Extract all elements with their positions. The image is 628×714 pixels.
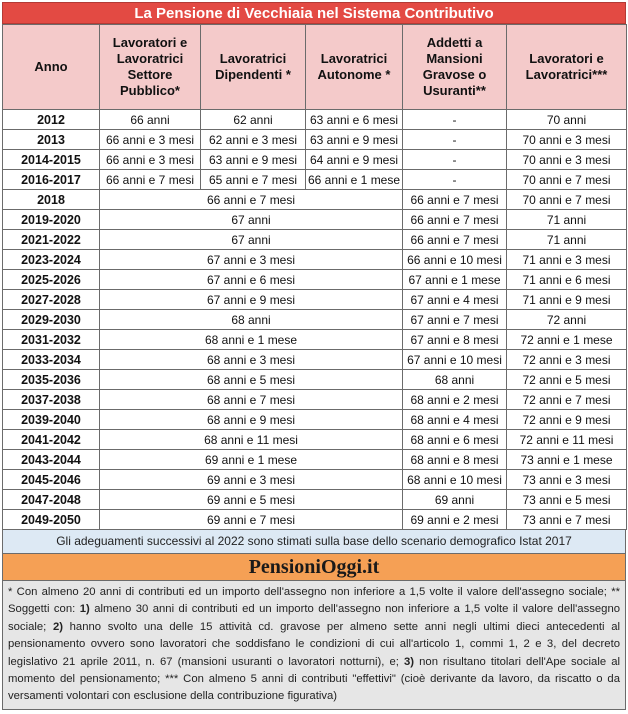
year-cell: 2014-2015 [3, 150, 100, 170]
contributivo-cell: 71 anni e 6 mesi [507, 270, 627, 290]
settore-pubblico-cell: 66 anni e 7 mesi [100, 170, 201, 190]
year-cell: 2035-2036 [3, 370, 100, 390]
contributivo-cell: 70 anni e 3 mesi [507, 150, 627, 170]
table-row [3, 490, 627, 510]
general-age-cell: 68 anni e 11 mesi [100, 430, 403, 450]
gravose-cell: 67 anni e 4 mesi [403, 290, 507, 310]
table-row [3, 450, 627, 470]
year-cell: 2016-2017 [3, 170, 100, 190]
gravose-cell: 67 anni e 8 mesi [403, 330, 507, 350]
contributivo-cell: 70 anni [507, 110, 627, 130]
table-row [3, 350, 627, 370]
year-cell: 2033-2034 [3, 350, 100, 370]
year-cell: 2039-2040 [3, 410, 100, 430]
settore-pubblico-cell: 66 anni e 3 mesi [100, 150, 201, 170]
header-anno: Anno [3, 25, 100, 110]
gravose-cell: - [403, 110, 507, 130]
table-title: La Pensione di Vecchiaia nel Sistema Contributivo [2, 2, 626, 24]
general-age-cell: 68 anni e 1 mese [100, 330, 403, 350]
table-row [3, 170, 627, 190]
general-age-cell: 69 anni e 5 mesi [100, 490, 403, 510]
gravose-cell: - [403, 130, 507, 150]
general-age-cell: 68 anni e 9 mesi [100, 410, 403, 430]
footnote-marker-2: 2) [52, 620, 63, 633]
table-row [3, 330, 627, 350]
year-cell: 2049-2050 [3, 510, 100, 530]
contributivo-cell: 73 anni e 1 mese [507, 450, 627, 470]
year-cell: 2012 [3, 110, 100, 130]
table-row [3, 470, 627, 490]
table-row [3, 150, 627, 170]
table-row [3, 210, 627, 230]
footnote-part-1: * Con almeno 20 anni di contributi ed un importo dell'assegno non inferiore a 1,5 volte il valore dell'assegno sociale; ** Soggetti con: [8, 586, 620, 616]
gravose-cell: - [403, 170, 507, 190]
gravose-cell: 69 anni [403, 490, 507, 510]
brand-logo-text: PensioniOggi.it [2, 554, 626, 581]
footnote-marker-3: 3) [404, 655, 415, 668]
general-age-cell: 66 anni e 7 mesi [100, 190, 403, 210]
table-row [3, 430, 627, 450]
contributivo-cell: 72 anni e 9 mesi [507, 410, 627, 430]
table-row [3, 230, 627, 250]
contributivo-cell: 70 anni e 7 mesi [507, 190, 627, 210]
year-cell: 2043-2044 [3, 450, 100, 470]
header-settore-pubblico: Lavoratori e Lavoratrici Settore Pubblico* [100, 25, 201, 110]
pension-age-table [2, 24, 627, 530]
table-row [3, 250, 627, 270]
year-cell: 2037-2038 [3, 390, 100, 410]
table-row [3, 390, 627, 410]
autonome-cell: 66 anni e 1 mese [306, 170, 403, 190]
year-cell: 2018 [3, 190, 100, 210]
gravose-cell: 66 anni e 7 mesi [403, 230, 507, 250]
gravose-cell: 66 anni e 10 mesi [403, 250, 507, 270]
gravose-cell: 68 anni e 6 mesi [403, 430, 507, 450]
year-cell: 2041-2042 [3, 430, 100, 450]
contributivo-cell: 72 anni e 3 mesi [507, 350, 627, 370]
year-cell: 2029-2030 [3, 310, 100, 330]
footnote-part-2: almeno 30 anni di contributi ed un importo dell'assegno non inferiore a 1,5 volte il valore dell'assegno sociale; [8, 603, 621, 633]
gravose-cell: 67 anni e 1 mese [403, 270, 507, 290]
gravose-cell: 68 anni e 4 mesi [403, 410, 507, 430]
settore-pubblico-cell: 66 anni e 3 mesi [100, 130, 201, 150]
general-age-cell: 67 anni [100, 230, 403, 250]
contributivo-cell: 71 anni e 3 mesi [507, 250, 627, 270]
contributivo-cell: 72 anni e 5 mesi [507, 370, 627, 390]
year-cell: 2023-2024 [3, 250, 100, 270]
footnote-part-3: hanno svolto una delle 15 attività cd. gravose per almeno sette anni negli ultimi dieci antecedenti al pensionamento ovvero sono lavoratori che soddisfano le condizioni di cui all'articolo 1, commi 1, 2 e 3, del decreto legislativo 21 aprile 2011, n. 67 (mansioni usuranti o lavoratori notturni), e; [8, 620, 620, 668]
autonome-cell: 63 anni e 6 mesi [306, 110, 403, 130]
general-age-cell: 68 anni e 3 mesi [100, 350, 403, 370]
table-row [3, 370, 627, 390]
year-cell: 2047-2048 [3, 490, 100, 510]
contributivo-cell: 70 anni e 7 mesi [507, 170, 627, 190]
table-row [3, 290, 627, 310]
gravose-cell: 66 anni e 7 mesi [403, 210, 507, 230]
header-dipendenti: Lavoratrici Dipendenti * [201, 25, 306, 110]
contributivo-cell: 72 anni e 11 mesi [507, 430, 627, 450]
contributivo-cell: 70 anni e 3 mesi [507, 130, 627, 150]
general-age-cell: 68 anni [100, 310, 403, 330]
general-age-cell: 67 anni e 3 mesi [100, 250, 403, 270]
contributivo-cell: 72 anni [507, 310, 627, 330]
contributivo-cell: 72 anni e 7 mesi [507, 390, 627, 410]
footnote [2, 581, 626, 710]
table-row [3, 270, 627, 290]
gravose-cell: 68 anni [403, 370, 507, 390]
year-cell: 2025-2026 [3, 270, 100, 290]
general-age-cell: 68 anni e 5 mesi [100, 370, 403, 390]
header-row [3, 25, 627, 110]
general-age-cell: 67 anni e 9 mesi [100, 290, 403, 310]
contributivo-cell: 73 anni e 7 mesi [507, 510, 627, 530]
contributivo-cell: 73 anni e 5 mesi [507, 490, 627, 510]
dipendenti-cell: 65 anni e 7 mesi [201, 170, 306, 190]
gravose-cell: 66 anni e 7 mesi [403, 190, 507, 210]
year-cell: 2021-2022 [3, 230, 100, 250]
year-cell: 2019-2020 [3, 210, 100, 230]
table-row [3, 130, 627, 150]
contributivo-cell: 71 anni [507, 210, 627, 230]
year-cell: 2013 [3, 130, 100, 150]
general-age-cell: 69 anni e 7 mesi [100, 510, 403, 530]
header-gravose-usuranti: Addetti a Mansioni Gravose o Usuranti** [403, 25, 507, 110]
dipendenti-cell: 62 anni e 3 mesi [201, 130, 306, 150]
general-age-cell: 67 anni e 6 mesi [100, 270, 403, 290]
general-age-cell: 67 anni [100, 210, 403, 230]
year-cell: 2027-2028 [3, 290, 100, 310]
footnote-marker-1: 1) [79, 603, 90, 616]
footnote-part-4: non risultano titolari dell'Ape sociale al momento del pensionamento; *** Con almeno 5 anni di contributi "effettivi" (cioè derivante da lavoro, da riscatto o da versamenti volontari con esclusione della contribuzione figurativa) [8, 655, 620, 703]
table-row [3, 310, 627, 330]
gravose-cell: 67 anni e 7 mesi [403, 310, 507, 330]
general-age-cell: 69 anni e 3 mesi [100, 470, 403, 490]
year-cell: 2045-2046 [3, 470, 100, 490]
contributivo-cell: 73 anni e 3 mesi [507, 470, 627, 490]
dipendenti-cell: 63 anni e 9 mesi [201, 150, 306, 170]
table-body [3, 110, 627, 530]
estimate-note: Gli adeguamenti successivi al 2022 sono stimati sulla base dello scenario demografico Istat 2017 [2, 530, 626, 554]
gravose-cell: 67 anni e 10 mesi [403, 350, 507, 370]
table-row [3, 110, 627, 130]
general-age-cell: 69 anni e 1 mese [100, 450, 403, 470]
contributivo-cell: 71 anni [507, 230, 627, 250]
table-row [3, 410, 627, 430]
autonome-cell: 64 anni e 9 mesi [306, 150, 403, 170]
gravose-cell: 68 anni e 8 mesi [403, 450, 507, 470]
table-row [3, 510, 627, 530]
dipendenti-cell: 62 anni [201, 110, 306, 130]
autonome-cell: 63 anni e 9 mesi [306, 130, 403, 150]
contributivo-cell: 72 anni e 1 mese [507, 330, 627, 350]
year-cell: 2031-2032 [3, 330, 100, 350]
header-autonome: Lavoratrici Autonome * [306, 25, 403, 110]
pension-table-container [2, 2, 626, 710]
gravose-cell: - [403, 150, 507, 170]
contributivo-cell: 71 anni e 9 mesi [507, 290, 627, 310]
gravose-cell: 69 anni e 2 mesi [403, 510, 507, 530]
gravose-cell: 68 anni e 10 mesi [403, 470, 507, 490]
general-age-cell: 68 anni e 7 mesi [100, 390, 403, 410]
gravose-cell: 68 anni e 2 mesi [403, 390, 507, 410]
table-row [3, 190, 627, 210]
header-contributivo: Lavoratori e Lavoratrici*** [507, 25, 627, 110]
settore-pubblico-cell: 66 anni [100, 110, 201, 130]
